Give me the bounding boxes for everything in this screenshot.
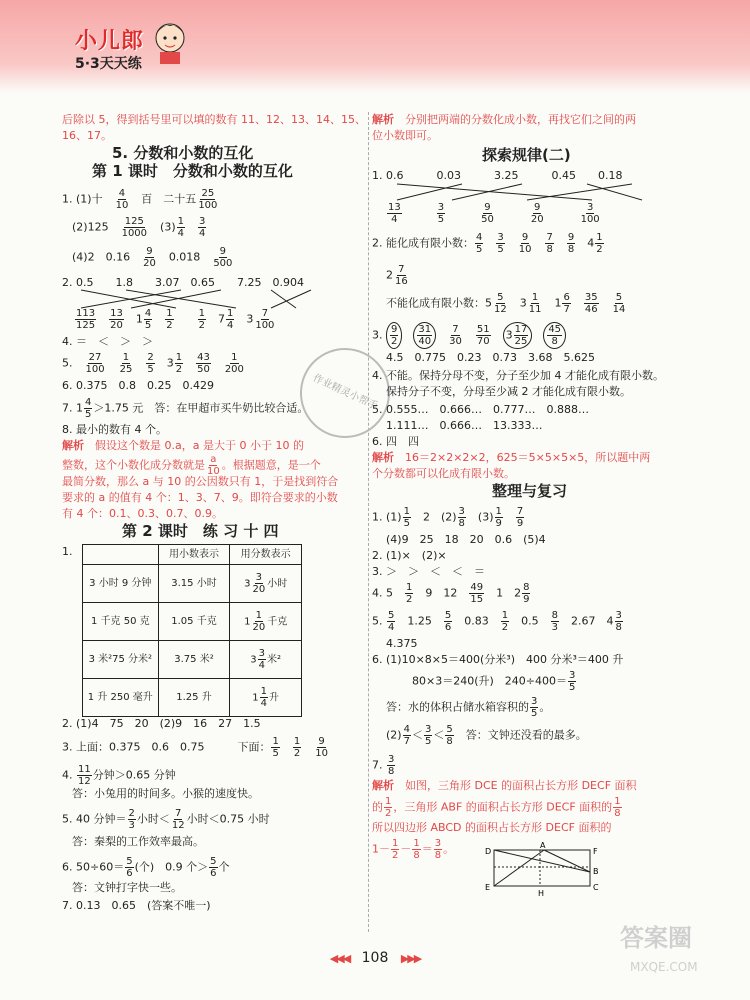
answer-line: 4. $\frac{11}{12}$ 分钟＞0.65 分钟 — [62, 764, 176, 787]
answer-line: 4. ＝ ＜ ＞ ＞ — [62, 335, 153, 348]
logo-title: 小儿郎 — [75, 29, 145, 54]
table-row: 3 小时 9 分钟 3.15 小时 3 $\frac{3}{20}$ 小时 — [83, 565, 302, 603]
answer-line: 不能化成有限小数：5 $\frac{5}{12}$ 3 $\frac{1}{11}$ 1 $\frac{6}{7}$ $\frac{35}{46}$ $\frac{5}{14}$ — [386, 292, 626, 315]
answer-line: 答：文钟打字快一些。 — [72, 881, 182, 894]
lesson-title: 第 1 课时 分数和小数的互化 — [92, 162, 293, 180]
answer-line: 2. 0.5 1.8 3.07 0.65 7.25 0.904 — [62, 276, 304, 289]
stamp-seal: 作业精灵小帮手 — [285, 333, 405, 453]
section-title: 探索规律(二) — [482, 146, 571, 164]
answer-line: 1.111… 0.666… 13.333… — [386, 419, 543, 432]
answer-line: 4.5 0.775 0.23 0.73 3.68 5.625 — [386, 351, 595, 364]
answer-line: 7. $\frac{3}{8}$ — [372, 754, 395, 777]
answer-line: 保持分子不变，分母至少减 2 才能化成有限小数。 — [386, 385, 631, 398]
answer-line: 5. $\frac{27}{100}$ $\frac{1}{25}$ $\frac{2}{5}$ 3 $\frac{1}{2}$ $\frac{43}{50}$ $\frac{1}{200}$ — [62, 352, 244, 375]
analysis-line: 所以四边形 ABCD 的面积占长方形 DECF 面积的 — [372, 821, 612, 834]
table-row: 3 米²75 分米² 3.75 米² 3 $\frac{3}{4}$ 米² — [83, 641, 302, 679]
answer-line: $\frac{113}{125}$ $\frac{13}{20}$ 1 $\frac{4}{5}$ $\frac{1}{2}$ $\frac{1}{2}$ 7 $\frac{1}{4}$ 3 $\frac{7}{100}$ — [76, 308, 275, 331]
rectangle-figure — [484, 842, 604, 898]
conversion-table — [82, 544, 302, 717]
answer-line: 6. 四 四 — [372, 435, 419, 448]
analysis-line: 解析 分别把两端的分数化成小数，再找它们之间的两 — [372, 113, 636, 126]
fig-label: C — [593, 883, 599, 892]
table-header: 用分数表示 — [230, 545, 302, 565]
answer-line: 6. 50÷60＝ $\frac{5}{6}$ (个) 0.9 个＞ $\frac{5}{6}$ 个 — [62, 856, 230, 879]
table-header — [83, 545, 159, 565]
answer-line: 2. (1)4 75 20 (2)9 16 27 1.5 — [62, 717, 261, 730]
unit-title: 5. 分数和小数的互化 — [112, 144, 254, 162]
answer-line: 1. — [62, 545, 73, 558]
fig-label: E — [485, 883, 491, 892]
next-arrows-icon: ▶▶▶ — [400, 952, 421, 965]
answer-line: 3. 上面：0.375 0.6 0.75 下面： $\frac{1}{5}$ $\frac{1}{2}$ $\frac{9}{10}$ — [62, 736, 328, 759]
answer-line: 答：小兔用的时间多。小猴的速度快。 — [72, 787, 259, 800]
prev-arrows-icon: ◀◀◀ — [329, 952, 350, 965]
analysis-line: 解析 如图，三角形 DCE 的面积占长方形 DECF 面积 — [372, 779, 637, 792]
answer-line: 8. 最小的数有 4 个。 — [62, 423, 167, 436]
answer-line: 4.375 — [386, 637, 418, 650]
fig-label: F — [593, 847, 598, 856]
fig-label: B — [593, 867, 599, 876]
answer-line: 答：水的体积占储水箱容积的 $\frac{3}{5}$ 。 — [386, 696, 551, 719]
answer-line: 7. 1 $\frac{4}{5}$ ＞1.75 元 答：在甲超市买牛奶比较合适。 — [62, 397, 309, 420]
analysis-line: 有 4 个：0.1、0.3、0.7、0.9。 — [62, 507, 223, 520]
watermark-url: MXQE.COM — [630, 960, 698, 974]
answer-line: 2. (1)× (2)× — [372, 549, 447, 562]
answer-line: 5. 0.555… 0.666… 0.777… 0.888… — [372, 403, 589, 416]
analysis-line: 最简分数，那么 a 与 10 的公因数只有 1，于是找到符合 — [62, 475, 339, 488]
column-divider — [368, 112, 370, 932]
answer-line: 答：秦梨的工作效率最高。 — [72, 835, 204, 848]
note-line: 16、17。 — [62, 129, 112, 142]
analysis-line: 解析 16＝2×2×2×2，625＝5×5×5×5，所以题中两 — [372, 451, 651, 464]
answer-line: 2. 能化成有限小数： $\frac{4}{5}$ $\frac{3}{5}$ $\frac{9}{10}$ $\frac{7}{8}$ $\frac{9}{8}$ 4 $\frac{1}{2}$ — [372, 232, 603, 255]
answer-line: 6. (1)10×8×5＝400(分米³) 400 分米³＝400 升 — [372, 653, 624, 666]
logo — [75, 24, 144, 73]
answer-line: 1. 0.6 0.03 3.25 0.45 0.18 — [372, 169, 623, 182]
analysis-line: 解析 假设这个数是 0.a，a 是大于 0 小于 10 的 — [62, 439, 304, 452]
mascot-icon — [150, 16, 190, 66]
answer-line: 1. (1) $\frac{1}{5}$ 2 (2) $\frac{3}{8}$ (3) $\frac{1}{9}$ $\frac{7}{9}$ — [372, 506, 524, 529]
logo-subtitle: 5·3天天练 — [75, 56, 142, 72]
analysis-line: 的 $\frac{1}{2}$ ，三角形 ABF 的面积占长方形 DECF 面积的 $\frac{1}{8}$ — [372, 796, 621, 819]
answer-line: 6. 0.375 0.8 0.25 0.429 — [62, 379, 214, 392]
analysis-line: 个分数都可以化成有限小数。 — [372, 467, 515, 480]
answer-line: 5. $\frac{5}{4}$ 1.25 $\frac{5}{6}$ 0.83 $\frac{1}{2}$ 0.5 $\frac{8}{3}$ 2.67 4 $\frac{3}{8}$ — [372, 610, 622, 633]
analysis-line: 要求的 a 的值有 4 个：1、3、7、9。即符合要求的小数 — [62, 491, 338, 504]
answer-line: (4)9 25 18 20 0.6 (5)4 — [386, 533, 546, 546]
lesson-title: 第 2 课时 练 习 十 四 — [122, 522, 279, 540]
answer-line: (4)2 0.16 $\frac{9}{20}$ 0.018 $\frac{9}{500}$ — [72, 246, 233, 269]
answer-line: 3. $\frac{9}{2}$ $\frac{31}{40}$ $\frac{7}{30}$ $\frac{51}{70}$ 3 $\frac{17}{25}$ $\frac{45}{8}$ — [372, 322, 566, 349]
answer-line: (2)125 $\frac{125}{1000}$ (3) $\frac{1}{4}$ $\frac{3}{4}$ — [72, 216, 206, 239]
analysis-line: 整数，这个小数化成分数就是 $\frac{a}{10}$ 。根据题意，是一个 — [62, 454, 321, 477]
answer-line: 7. 0.13 0.65 (答案不唯一) — [62, 899, 211, 912]
answer-line: 1. (1)十 $\frac{4}{10}$ 百 二十五 $\frac{25}{100}$ — [62, 188, 218, 211]
note-line: 后除以 5，得到括号里可以填的数有 11、12、13、14、15、 — [62, 113, 366, 126]
answer-line: 2 $\frac{7}{16}$ — [386, 264, 408, 287]
answer-line: $\frac{13}{4}$ $\frac{3}{5}$ $\frac{9}{50}$ $\frac{9}{20}$ $\frac{3}{100}$ — [388, 202, 600, 225]
answer-line: 5. 40 分钟＝ $\frac{2}{3}$ 小时＜ $\frac{7}{12}$ 小时＜0.75 小时 — [62, 808, 270, 831]
answer-line: 4. 5 $\frac{1}{2}$ 9 12 $\frac{49}{15}$ 1 2 $\frac{8}{9}$ — [372, 582, 530, 605]
matching-lines — [76, 288, 316, 310]
analysis-line: 位小数即可。 — [372, 129, 438, 142]
table-row: 1 升 250 毫升 1.25 升 1 $\frac{1}{4}$ 升 — [83, 679, 302, 717]
fig-label: D — [485, 847, 492, 856]
table-header: 用小数表示 — [158, 545, 230, 565]
matching-lines — [392, 182, 642, 202]
analysis-line: 1－ $\frac{1}{2}$ － $\frac{1}{8}$ ＝ $\frac{3}{8}$ 。 — [372, 838, 455, 861]
answer-line: 80×3＝240(升) 240÷400＝ $\frac{3}{5}$ — [412, 670, 576, 693]
answer-line: 4. 不能。保持分母不变，分子至少加 4 才能化成有限小数。 — [372, 369, 664, 382]
fig-label: A — [540, 841, 546, 850]
watermark: 答案圈 — [620, 924, 692, 952]
page-number: 108 — [361, 950, 389, 966]
table-row: 1 千克 50 克 1.05 千克 1 $\frac{1}{20}$ 千克 — [83, 603, 302, 641]
fig-label: H — [538, 889, 545, 898]
answer-line: 3. ＞ ＞ ＜ ＜ ＝ — [372, 565, 485, 578]
section-title: 整理与复习 — [492, 482, 568, 500]
answer-line: (2) $\frac{4}{7}$ ＜ $\frac{3}{5}$ ＜ $\frac{5}{8}$ 答：文钟还没看的最多。 — [386, 724, 587, 747]
